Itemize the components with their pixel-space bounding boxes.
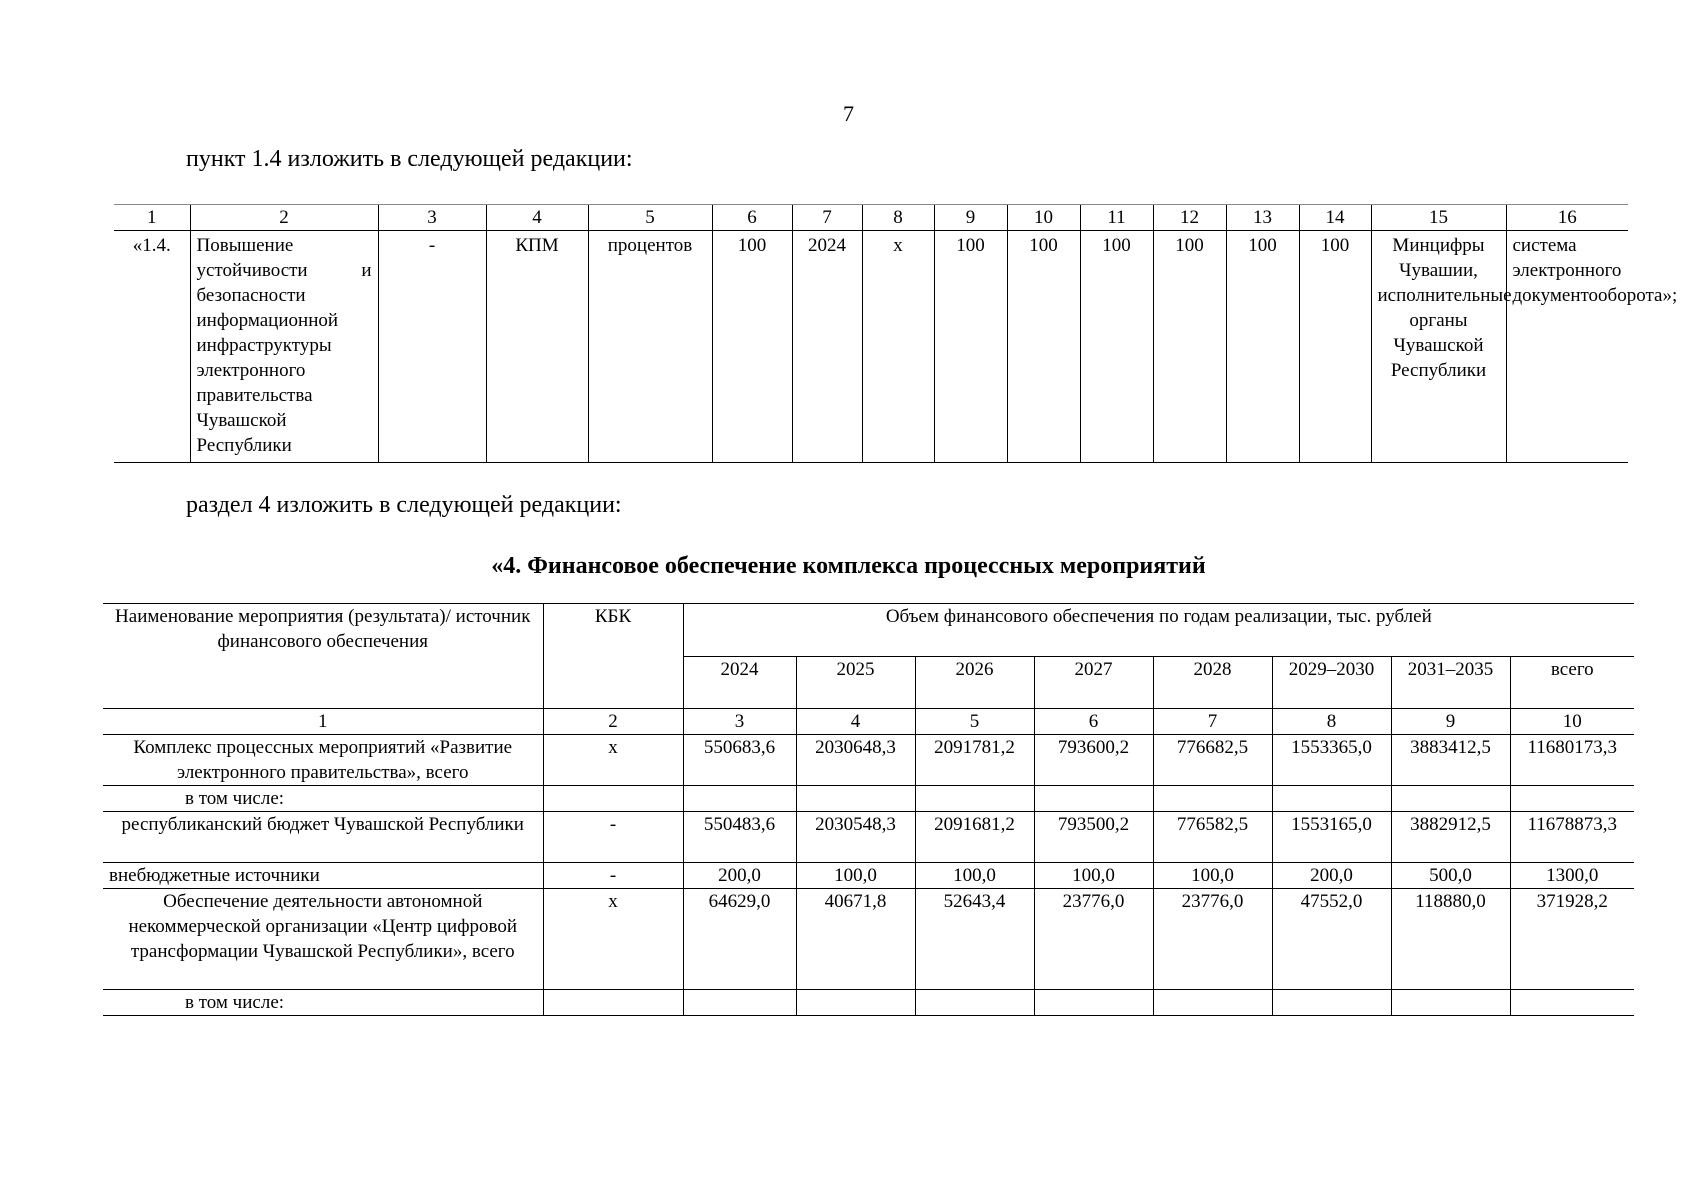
column-number: 14: [1299, 205, 1371, 231]
value-cell: 2091681,2: [915, 812, 1034, 863]
row-name: Комплекс процессных мероприятий «Развитие электронного правительства», всего: [103, 735, 543, 786]
kbk-cell: [543, 786, 683, 812]
year-header: 2025: [796, 656, 915, 709]
year-header: 2024: [683, 656, 796, 709]
financing-header-row: [103, 604, 1634, 657]
value-cell: [1034, 990, 1153, 1016]
value-cell: 64629,0: [683, 889, 796, 990]
column-number: 3: [378, 205, 486, 231]
section-title: «4. Финансовое обеспечение комплекса процессных мероприятий: [491, 553, 1206, 579]
value-cell: 11680173,3: [1510, 735, 1634, 786]
column-number: 10: [1007, 205, 1080, 231]
value-cell: 23776,0: [1153, 889, 1272, 990]
value-cell: [1391, 990, 1510, 1016]
kbk-cell: х: [543, 889, 683, 990]
value-cell: 40671,8: [796, 889, 915, 990]
column-number: 12: [1153, 205, 1226, 231]
column-number: 13: [1226, 205, 1299, 231]
value-cell: [1391, 786, 1510, 812]
financing-table: [103, 603, 1634, 1016]
year-header: 2031–2035: [1391, 656, 1510, 709]
column-number: 8: [862, 205, 934, 231]
column-number: 1: [114, 205, 190, 231]
column-number: 1: [103, 709, 543, 735]
column-number: 5: [588, 205, 712, 231]
responsible-cell: Минцифры Чувашии, исполнительные органы Чувашской Республики: [1371, 231, 1506, 463]
column-number: 4: [486, 205, 588, 231]
system-cell: система электронного документооборота»;: [1506, 231, 1628, 463]
row-name: в том числе:: [103, 990, 543, 1016]
column-number: 10: [1510, 709, 1634, 735]
column-number: 2: [543, 709, 683, 735]
value-cell: 2030548,3: [796, 812, 915, 863]
table-cell: КПМ: [486, 231, 588, 463]
table-cell: 100: [934, 231, 1007, 463]
value-cell: 23776,0: [1034, 889, 1153, 990]
column-number: 8: [1272, 709, 1391, 735]
row-name: республиканский бюджет Чувашской Республики: [103, 812, 543, 863]
value-cell: 100,0: [796, 863, 915, 889]
value-cell: 776682,5: [1153, 735, 1272, 786]
table-row: [103, 812, 1634, 863]
value-cell: 776582,5: [1153, 812, 1272, 863]
column-number: 11: [1080, 205, 1153, 231]
column-number: 7: [1153, 709, 1272, 735]
kbk-cell: [543, 990, 683, 1016]
indicator-table: [114, 204, 1678, 463]
column-number: 4: [796, 709, 915, 735]
row-name: Обеспечение деятельности автономной некоммерческой организации «Центр цифровой трансформации Чувашской Республики», всего: [103, 889, 543, 990]
kbk-cell: х: [543, 735, 683, 786]
paragraph-section-4: раздел 4 изложить в следующей редакции:: [186, 492, 622, 518]
value-cell: 2030648,3: [796, 735, 915, 786]
table-cell: 100: [1153, 231, 1226, 463]
value-cell: [915, 786, 1034, 812]
value-cell: [1510, 786, 1634, 812]
paragraph-item-1-4: пункт 1.4 изложить в следующей редакции:: [186, 146, 633, 172]
column-number: 3: [683, 709, 796, 735]
value-cell: [683, 786, 796, 812]
value-cell: 11678873,3: [1510, 812, 1634, 863]
table-row: [103, 786, 1634, 812]
value-cell: 200,0: [1272, 863, 1391, 889]
value-cell: [1153, 990, 1272, 1016]
value-cell: [1510, 990, 1634, 1016]
value-cell: 100,0: [915, 863, 1034, 889]
value-cell: 500,0: [1391, 863, 1510, 889]
value-cell: 100,0: [1034, 863, 1153, 889]
column-number: 9: [934, 205, 1007, 231]
column-number: 5: [915, 709, 1034, 735]
value-cell: [1034, 786, 1153, 812]
year-header: 2029–2030: [1272, 656, 1391, 709]
value-cell: 371928,2: [1510, 889, 1634, 990]
value-cell: 100,0: [1153, 863, 1272, 889]
year-header: 2026: [915, 656, 1034, 709]
table-row: [103, 735, 1634, 786]
value-cell: 793500,2: [1034, 812, 1153, 863]
table-cell: 100: [1080, 231, 1153, 463]
table-row: [103, 863, 1634, 889]
table-cell: 100: [1299, 231, 1371, 463]
value-cell: 47552,0: [1272, 889, 1391, 990]
value-cell: 793600,2: [1034, 735, 1153, 786]
year-header: 2027: [1034, 656, 1153, 709]
value-cell: 3882912,5: [1391, 812, 1510, 863]
value-cell: 1300,0: [1510, 863, 1634, 889]
unit-cell: процентов: [588, 231, 712, 463]
value-cell: 200,0: [683, 863, 796, 889]
column-numbers-row: [103, 709, 1634, 735]
value-cell: [796, 786, 915, 812]
value-cell: [915, 990, 1034, 1016]
value-cell: 1553365,0: [1272, 735, 1391, 786]
value-cell: [1153, 786, 1272, 812]
table-row: [103, 990, 1634, 1016]
value-cell: 52643,4: [915, 889, 1034, 990]
table-row: [114, 231, 1628, 463]
kbk-cell: -: [543, 863, 683, 889]
table-cell: 100: [1226, 231, 1299, 463]
value-cell: 118880,0: [1391, 889, 1510, 990]
value-cell: 550483,6: [683, 812, 796, 863]
value-cell: [1272, 786, 1391, 812]
value-cell: 3883412,5: [1391, 735, 1510, 786]
column-number: 6: [1034, 709, 1153, 735]
column-number: 2: [190, 205, 378, 231]
year-header: 2028: [1153, 656, 1272, 709]
value-cell: 1553165,0: [1272, 812, 1391, 863]
value-cell: [1272, 990, 1391, 1016]
table-cell: х: [862, 231, 934, 463]
row-name: внебюджетные источники: [103, 863, 543, 889]
column-number: 7: [792, 205, 862, 231]
table-cell: 100: [1007, 231, 1080, 463]
value-cell: 2091781,2: [915, 735, 1034, 786]
item-number: «1.4.: [132, 235, 171, 256]
column-number: 16: [1506, 205, 1628, 231]
year-cell: 2024: [792, 231, 862, 463]
value-cell: [683, 990, 796, 1016]
row-name: в том числе:: [103, 786, 543, 812]
header-volume: Объем финансового обеспечения по годам реализации, тыс. рублей: [683, 604, 1634, 657]
table-cell: -: [378, 231, 486, 463]
value-cell: 550683,6: [683, 735, 796, 786]
header-name: Наименование мероприятия (результата)/ источник финансового обеспечения: [103, 604, 543, 709]
table-cell: 100: [712, 231, 792, 463]
table-row: [103, 889, 1634, 990]
column-number: 6: [712, 205, 792, 231]
kbk-cell: -: [543, 812, 683, 863]
value-cell: [796, 990, 915, 1016]
column-number: 15: [1371, 205, 1506, 231]
indicator-table-header-row: [114, 205, 1628, 231]
year-header: всего: [1510, 656, 1634, 709]
header-kbk: КБК: [543, 604, 683, 709]
indicator-name: Повышение устойчивости и безопасности информационной инфраструктуры электронного правительства Чувашской Республики: [190, 231, 378, 463]
column-number: 9: [1391, 709, 1510, 735]
page-number: 7: [843, 101, 854, 126]
